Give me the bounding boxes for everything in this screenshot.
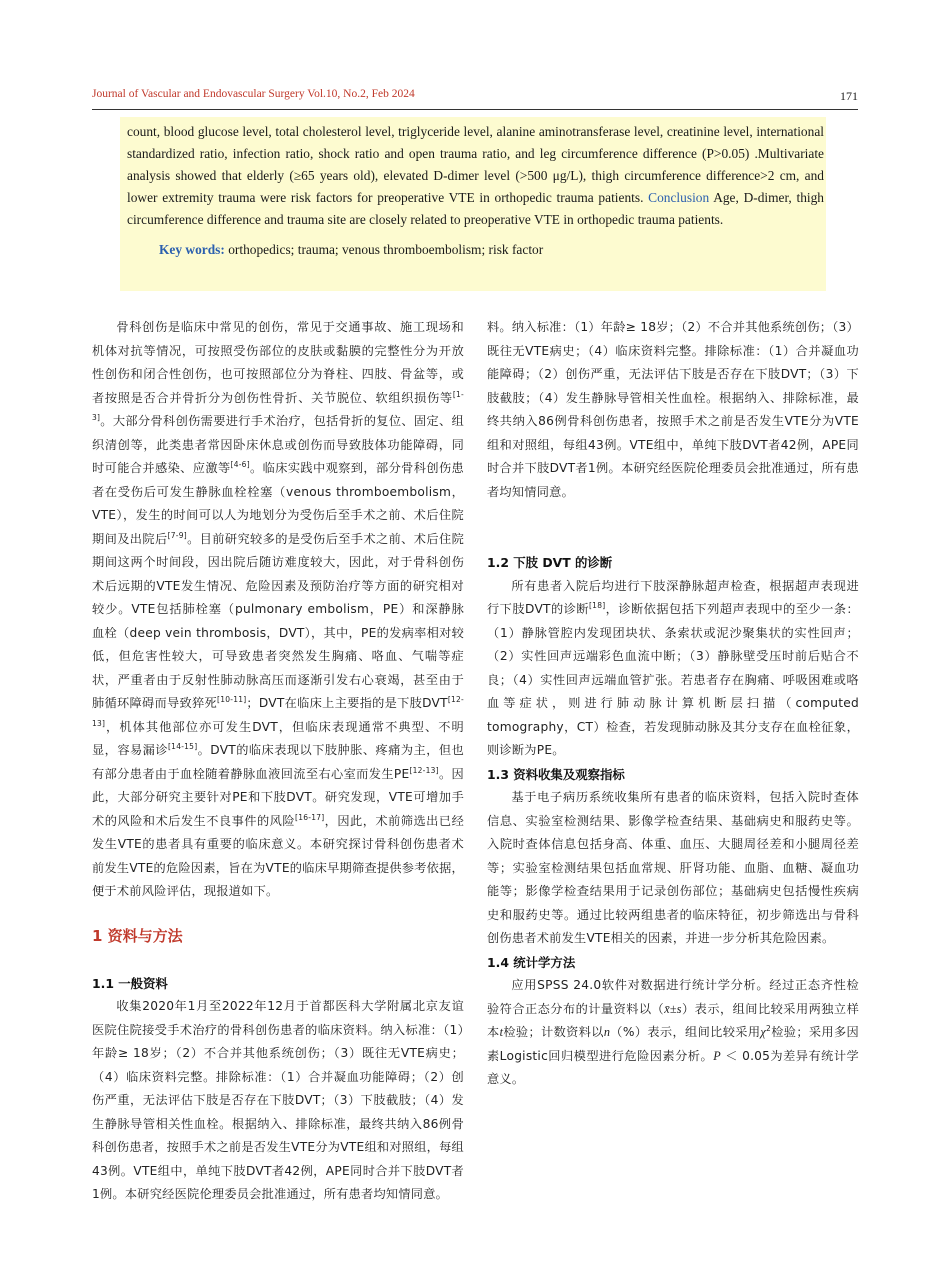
n-symbol: n	[603, 1025, 611, 1039]
data-collection-paragraph: 基于电子病历系统收集所有患者的临床资料，包括入院时查体信息、实验室检测结果、影像学检查结果、基础病史和服药史等。入院时查体信息包括身高、体重、血压、大腿周径差和小腿周径差等；实验室检测结果包括血常规、肝肾功能、血脂、血糖、凝血功能等；影像学检查结果用于记录创伤部位；基础病史包括慢性疾病史和服药史等。通过比较两组患者的临床特征，初步筛选出与骨科创伤患者术前发生VTE相关的因素，并进一步分析其危险因素。	[487, 790, 859, 945]
mean-sd-symbol: x̄±s	[664, 1001, 682, 1016]
intro-text-9: ，因此，术前筛选出已经发生VTE的患者具有重要的临床意义。本研究探讨骨科创伤患者术前发生VTE的危险因素，旨在为VTE的临床早期筛查提供参考依据，便于术前风险评估，现报道如下。	[92, 813, 464, 898]
stat-text-5: 检验；采用多因素Logistic回归模型进行危险因素分析。	[487, 1025, 859, 1063]
citation-ref: [1-3]	[92, 389, 464, 422]
intro-paragraph	[92, 316, 464, 904]
right-column	[487, 316, 859, 1092]
general-data-continued	[487, 316, 859, 551]
page-number: 171	[840, 89, 858, 103]
keywords-text: orthopedics; trauma; venous thromboembolism; risk factor	[228, 242, 544, 257]
intro-text-5: ；DVT在临床上主要指的是下肢DVT	[246, 696, 448, 710]
intro-text-1: 骨科创伤是临床中常见的创伤，常见于交通事故、施工现场和机体对抗等情况，可按照受伤部位的皮肤或黏膜的完整性分为开放性创伤和闭合性创伤，也可按照部位分为脊柱、四肢、骨盆等，或者按照是否合并骨折分为创伤性骨折、关节脱位、软组织损伤等	[92, 320, 464, 405]
stat-text-1: 应用SPSS 24.0软件对数据进行统计学分析。经过正态齐性检验符合正态分布的计量资料以（	[487, 978, 859, 1016]
subsection-heading: 1.2 下肢 DVT 的诊断	[487, 555, 613, 570]
dvt-diagnosis-paragraph	[487, 575, 859, 763]
citation-ref: [12-13]	[409, 765, 439, 775]
p-symbol: P	[713, 1048, 721, 1063]
stat-text-4: （%）表示，组间比较采用	[610, 1025, 761, 1039]
stat-text-2: ）表示，组间比较采用两独立样本	[487, 1001, 860, 1039]
intro-text-3: 。临床实践中观察到，部分骨科创伤患者在受伤后可发生静脉血栓栓塞（venous thromboembolism，VTE），发生的时间可以人为地划分为受伤后至手术之前、术后住院期间及出院后	[92, 461, 464, 546]
citation-ref: [4-6]	[230, 459, 250, 469]
journal-citation: Journal of Vascular and Endovascular Surgery Vol.10, No.2, Feb 2024	[92, 88, 415, 100]
abstract-results-tail: count, blood glucose level, total cholesterol level, triglyceride level, alanine aminotransferase level, creatinine level, international standardized ratio, infection ratio, shock ratio and open trauma ratio, and leg circumference difference (P>0.05) .Multivariate analysis showed that elderly (≥65 years old), elevated D-dimer level (>500 μg/L), thigh circumference difference>2 cm, and lower extremity trauma were risk factors for preoperative VTE in orthopedic trauma patients.	[127, 124, 824, 205]
t-symbol: t	[499, 1025, 504, 1039]
keywords-line	[127, 239, 824, 261]
section-heading: 1 资料与方法	[92, 926, 183, 945]
citation-ref: [16-17]	[295, 812, 325, 822]
dvt-text-2: ，诊断依据包括下列超声表现中的至少一条：（1）静脉管腔内发现团块状、条索状或泥沙聚集状的实性回声；（2）实性回声远端彩色血流中断；（3）静脉壁受压时前后贴合不良；（4）实性回声远端血管扩张。若患者存在胸痛、呼吸困难或咯血等症状，则进行肺动脉计算机断层扫描（computed tomography，CT）检查，若发现肺动脉及其分支存在血栓征象，则诊断为PE。	[487, 602, 859, 757]
intro-text-7: 。DVT的临床表现以下肢肿胀、疼痛为主，但也有部分患者由于血栓随着静脉血液回流至右心室而发生PE	[92, 743, 464, 781]
intro-text-8: 。因此，大部分研究主要针对PE和下肢DVT。研究发现，VTE可增加手术的风险和术后发生不良事件的风险	[92, 766, 464, 828]
citation-ref: [18]	[589, 600, 606, 610]
general-data-paragraph: 收集2020年1月至2022年12月于首都医科大学附属北京友谊医院住院接受手术治疗的骨科创伤患者的临床资料。纳入标准：（1）年龄≥ 18岁；（2）不合并其他系统创伤；（3）既往无VTE病史；（4）临床资料完整。排除标准：（1）合并凝血功能障碍；（2）创伤严重，无法评估下肢是否存在下肢DVT；（3）下肢截肢；（4）发生静脉导管相关性血栓。根据纳入、排除标准，最终共纳入86例骨科创伤患者，按照手术之前是否发生VTE分为VTE组和对照组，每组43例。VTE组中，单纯下肢DVT者42例，APE同时合并下肢DVT者1例。本研究经医院伦理委员会批准通过，所有患者均知情同意。	[92, 999, 464, 1201]
chi-square-superscript: 2	[766, 1023, 772, 1033]
stat-text-6: ＜ 0.05为差异有统计学意义。	[487, 1048, 859, 1086]
chi-symbol: χ	[760, 1025, 767, 1039]
subsection-heading: 1.1 一般资料	[92, 975, 168, 991]
left-column	[92, 316, 464, 1201]
citation-ref: [10-11]	[217, 694, 247, 704]
conclusion-label: Conclusion	[648, 190, 710, 205]
citation-ref: [7-9]	[167, 530, 187, 540]
english-abstract-box	[120, 117, 826, 291]
continued-text: 料。纳入标准：（1）年龄≥ 18岁；（2）不合并其他系统创伤；（3）既往无VTE病史；（4）临床资料完整。排除标准：（1）合并凝血功能障碍；（2）创伤严重，无法评估下肢是否存在下肢DVT；（3）下肢截肢；（4）发生静脉导管相关性血栓。根据纳入、排除标准，最终共纳入86例骨科创伤患者，按照手术之前是否发生VTE分为VTE组和对照组，每组43例。VTE组中，单纯下肢DVT者42例，APE同时合并下肢DVT者1例。本研究经医院伦理委员会批准通过，所有患者均知情同意。	[487, 320, 859, 499]
subsection-heading: 1.4 统计学方法	[487, 954, 576, 970]
abstract-results-conclusion	[127, 121, 824, 231]
keywords-label: Key words:	[159, 242, 225, 257]
citation-ref: [12-13]	[92, 694, 464, 728]
citation-ref: [14-15]	[168, 741, 198, 751]
intro-text-6: ，机体其他部位亦可发生DVT，但临床表现通常不典型、不明显，容易漏诊	[92, 719, 464, 757]
stat-text-3: 检验；计数资料以	[503, 1025, 604, 1039]
conclusion-text: Age, D-dimer, thigh circumference difference and trauma site are closely related to preoperative VTE in orthopedic trauma patients.	[127, 190, 825, 227]
page-header	[92, 86, 858, 110]
intro-text-4: 。目前研究较多的是受伤后至手术之前、术后住院期间这两个时间段，因出院后随访难度较大，因此，对于骨科创伤术后远期的VTE发生情况、危险因素及预防治疗等方面的研究相对较少。VTE包括肺栓塞（pulmonary embolism，PE）和深静脉血栓（deep vein thrombosis，DVT），其中，PE的发病率相对较低，但危害性较大，可导致患者突然发生胸痛、咯血、气喘等症状，严重者由于反射性肺动脉高压而逐渐引发右心衰竭，甚至由于肺循环障碍而导致猝死	[92, 531, 464, 710]
dvt-text-1: 所有患者入院后均进行下肢深静脉超声检查，根据超声表现进行下肢DVT的诊断	[487, 578, 859, 616]
subsection-heading: 1.3 资料收集及观察指标	[487, 766, 625, 782]
intro-text-2: 。大部分骨科创伤需要进行手术治疗，包括骨折的复位、固定、组织清创等，此类患者常因卧床休息或创伤而导致肢体功能障碍，同时可能合并感染、应激等	[92, 414, 464, 475]
statistics-paragraph	[487, 974, 859, 1092]
